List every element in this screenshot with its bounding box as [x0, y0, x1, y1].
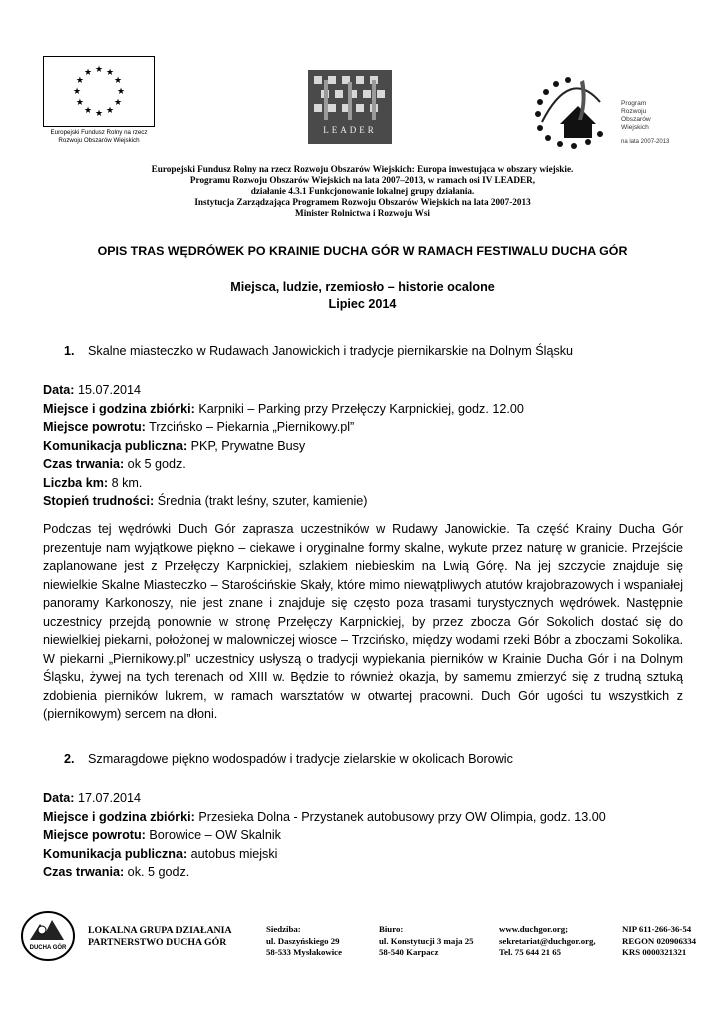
detail-row: Miejsce powrotu: Borowice – OW Skalnik — [43, 828, 281, 842]
eu-star-icon: ★ — [105, 105, 115, 116]
eu-flag-icon — [43, 56, 155, 127]
document-title: OPIS TRAS WĘDRÓWEK PO KRAINIE DUCHA GÓR W RAMACH FESTIWALU DUCHA GÓR — [97, 244, 628, 258]
eu-star-icon: ★ — [116, 86, 126, 96]
detail-row: Liczba km: 8 km. — [43, 475, 143, 490]
leader-label: LEADER — [323, 125, 377, 135]
route-1-details — [43, 381, 524, 511]
website-link[interactable]: www.duchgor.org; — [499, 924, 569, 934]
funding-header: Europejski Fundusz Rolny na rzecz Rozwoju Obszarów Wiejskich: Europa inwestująca w obszary wiejskie. Programu Rozwoju Obszarów Wiejskich na lata 2007–2013, w ramach osi IV LEADER, działanie 4.3.1 Funkcjonowanie lokalnej grupy działania. Instytucja Zarządzająca Programem Rozwoju Obszarów Wiejskich na lata 2007-2013 Minister Rolnictwa i Rozwoju Wsi — [151, 164, 574, 218]
eu-star-icon: ★ — [94, 64, 104, 74]
detail-row: Stopień trudności: Średnia (trakt leśny, szuter, kamienie) — [43, 494, 368, 508]
eu-star-icon: ★ — [114, 75, 123, 85]
detail-row: Komunikacja publiczna: PKP, Prywatne Busy — [43, 438, 306, 453]
footer-seat: Siedziba: ul. Daszyńskiego 29 58-533 Mysłakowice — [266, 924, 342, 957]
detail-row: Data: 17.07.2014 — [43, 791, 142, 805]
document-subtitle: Miejsca, ludzie, rzemiosło – historie ocalone Lipiec 2014 — [230, 280, 495, 311]
eu-star-icon: ★ — [75, 97, 84, 107]
eu-caption: Europejski Fundusz Rolny na rzecz Rozwoju Obszarów Wiejskich — [50, 129, 148, 144]
detail-row: Miejsce powrotu: Trzcińsko – Piekarnia „Piernikowy.pl” — [43, 420, 355, 434]
route-2-details — [43, 789, 606, 882]
eu-star-icon: ★ — [75, 75, 84, 85]
eu-star-icon: ★ — [83, 66, 93, 77]
detail-row: Komunikacja publiczna: autobus miejski — [43, 846, 278, 861]
route-1-heading: 1. Skalne miasteczko w Rudawach Janowickich i tradycje piernikarskie na Dolnym Śląsku — [64, 344, 574, 358]
eu-logo — [43, 56, 155, 147]
route-1-description: Podczas tej wędrówki Duch Gór zaprasza uczestników w Rudawy Janowickie. Ta część Krainy Ducha Gór prezentuje nam wyjątkowe piękno – ciekawe i oryginalne formy skalne, wykute przez naturę w granicie. Przejście zaplanowane jest z Przełęczy Karpnickiej, szlakiem niebieskim na Lwią Górę. Na jej szczycie znajduje się niewielkie Skalne Miasteczko – Starościńskie Skały, które mimo niewątpliwych atutów krajobrazowych i wspaniałej panoramy Karkonoszy, nie jest znane i znajduje się często poza trasami turystycznych wędrówek. Następnie uczestnicy przejdą ponownie w stronę Przełęczy Karpnickiej, by przez zbocza Gór Sokolich dostać się do niewielkiej piekarni, położonej w malowniczej wiosce – Trzcińsko, między wodami rzeki Bóbr a zboczami Sokolika. W piekarni „Piernikowy.pl” uczestnicy usłyszą o tradycji wypiekania pierników w Krainie Ducha Gór i na Dolnym Śląsku, żywej na tych terenach od XIII w. Będzie to również okazja, by samemu zmierzyć się z trudną sztuką zdobienia pierników lukrem, w ramach warsztatów w otwartej pracowni. Duch Gór ugości tu wszystkich z (piernikowym) sercem na dłoni. — [43, 522, 683, 721]
footer-org: LOKALNA GRUPA DZIAŁANIA PARTNERSTWO DUCHA GÓR — [88, 925, 232, 948]
prow-years: na lata 2007-2013 — [621, 139, 670, 145]
leader-logo — [308, 70, 392, 144]
route-2-heading: 2. Szmaragdowe piękno wodospadów i tradycje zielarskie w okolicach Borowic — [64, 752, 513, 766]
footer-ids: NIP 611-266-36-54 REGON 020906334 KRS 0000321321 — [622, 924, 697, 957]
detail-row: Czas trwania: ok 5 godz. — [43, 457, 186, 471]
prow-label: Program Rozwoju Obszarów Wiejskich — [621, 100, 651, 131]
email-link[interactable]: sekretariat@duchgor.org, — [499, 935, 596, 946]
detail-row: Czas trwania: ok. 5 godz. — [43, 865, 190, 879]
eu-star-icon: ★ — [72, 86, 82, 96]
eu-star-icon: ★ — [94, 108, 104, 118]
footer-office: Biuro: ul. Konstytucji 3 maja 25 58-540 Karpacz — [379, 924, 474, 957]
detail-row: Data: 15.07.2014 — [43, 383, 142, 397]
footer-contact: www.duchgor.org; sekretariat@duchgor.org, Tel. 75 644 21 65 — [499, 924, 596, 957]
detail-row: Miejsce i godzina zbiórki: Przesieka Dolna - Przystanek autobusowy przy OW Olimpia, godz. 13.00 — [43, 809, 606, 824]
duch-gor-logo — [20, 910, 76, 962]
logo-text: DUCHA GÓR — [29, 945, 67, 951]
eu-star-icon: ★ — [105, 66, 115, 77]
detail-row: Miejsce i godzina zbiórki: Karpniki – Parking przy Przełęczy Karpnickiej, godz. 12.00 — [43, 401, 524, 416]
eu-star-icon: ★ — [83, 105, 93, 116]
eu-star-icon: ★ — [114, 97, 123, 107]
